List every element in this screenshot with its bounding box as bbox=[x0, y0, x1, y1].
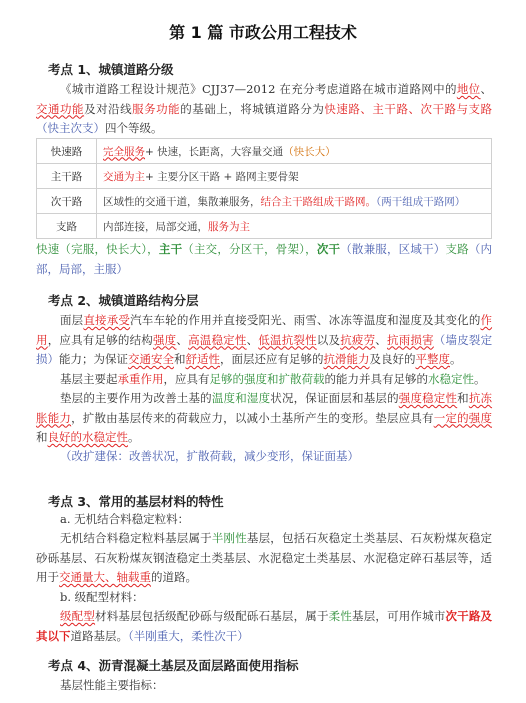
highlight: 良好的水稳定性 bbox=[47, 430, 128, 444]
highlight: 交通功能 bbox=[36, 101, 85, 116]
highlight: 抗雨损害 bbox=[387, 332, 434, 347]
text: 的基础上，将城镇道路分为 bbox=[180, 101, 325, 116]
section-3-item-a: a. 无机结合料稳定粒料： bbox=[60, 512, 190, 526]
text: 、 bbox=[176, 332, 189, 347]
highlight: 作用 bbox=[36, 313, 493, 347]
text: 面层 bbox=[60, 313, 84, 327]
highlight: 半刚性 bbox=[211, 531, 247, 545]
section-3-paragraph-2 bbox=[36, 607, 492, 646]
section-1-heading: 考点 1、城镇道路分级 bbox=[48, 62, 174, 77]
section-1-paragraph bbox=[36, 80, 492, 139]
text: 。 bbox=[128, 430, 140, 444]
highlight: 服务为主 bbox=[208, 220, 250, 233]
highlight: 抗滑能力 bbox=[323, 352, 370, 366]
note: （改扩建保：改善状况，扩散荷载，减少变形，保证面基） bbox=[60, 449, 359, 463]
table-value bbox=[97, 214, 492, 239]
text: 及良好的 bbox=[369, 352, 416, 366]
highlight: 温度和湿度 bbox=[211, 391, 271, 405]
highlight: 平整度 bbox=[415, 352, 450, 366]
table-key: 主干路 bbox=[37, 164, 97, 189]
text: 垫层的主要作用为改善土基的 bbox=[60, 391, 212, 405]
table-key: 支路 bbox=[37, 214, 97, 239]
highlight: 完全服务 bbox=[103, 145, 145, 158]
highlight: 抗冻胀能力 bbox=[36, 391, 493, 425]
table-value bbox=[97, 164, 492, 189]
road-class-table bbox=[36, 138, 492, 239]
text: 基层性能主要指标： bbox=[60, 678, 164, 692]
highlight: 直接承受 bbox=[83, 313, 131, 327]
section-3-paragraph-1 bbox=[36, 529, 492, 588]
text: 及对沿线 bbox=[84, 101, 133, 116]
section-3-heading: 考点 3、常用的基层材料的特性 bbox=[48, 494, 224, 509]
text: ，应具有足够的结构 bbox=[47, 332, 153, 347]
text: 的能力并具有足够的 bbox=[324, 372, 428, 386]
text: + 主要分区干路 + 路网主要骨架 bbox=[145, 170, 299, 183]
text: 。 bbox=[450, 352, 462, 366]
highlight: 强度稳定性 bbox=[398, 391, 458, 405]
highlight: 足够的强度和扩散荷载 bbox=[209, 372, 325, 386]
text: 、 bbox=[480, 82, 493, 96]
highlight: 抗疲劳 bbox=[340, 332, 376, 347]
highlight: 级配型 bbox=[60, 609, 96, 623]
text: 道路基层。 bbox=[70, 628, 128, 643]
note: （快长大） bbox=[283, 145, 336, 158]
highlight: 快速路、主干路、次干路与支路 bbox=[324, 101, 493, 116]
text: 的道路。 bbox=[151, 570, 197, 584]
text: （主交，分区干，骨架）， bbox=[182, 242, 317, 256]
text: 状况，保证面层和基层的 bbox=[270, 391, 399, 405]
highlight: 高温稳定性 bbox=[188, 332, 247, 347]
table-value bbox=[97, 139, 492, 164]
section-2-paragraph-3 bbox=[36, 389, 492, 448]
section-4-paragraph bbox=[36, 676, 492, 696]
text: 基层，包括石灰稳定土类基层、石灰粉煤灰稳定砂砾基层、石灰粉煤灰钢渣稳定土类基层、水泥稳定土类基层、水泥稳定碎石基层等，适用于 bbox=[36, 531, 493, 584]
highlight: 地位 bbox=[456, 82, 481, 96]
highlight: 主干 bbox=[158, 242, 183, 256]
text: + 快速，长距离，大容量交通 bbox=[145, 145, 284, 158]
note: （两干组成干路网） bbox=[376, 195, 466, 208]
highlight: 支路 bbox=[445, 242, 469, 256]
text: 基层主要起 bbox=[60, 372, 118, 386]
text: 四个等级。 bbox=[105, 121, 163, 135]
text: ，扩散由基层传来的荷载应力，以减小土基所产生的变形。垫层应具有 bbox=[71, 410, 434, 425]
section-2-note bbox=[36, 447, 492, 467]
text: 和 bbox=[174, 352, 186, 366]
highlight: 低温抗裂性 bbox=[258, 332, 317, 347]
table-key: 次干路 bbox=[37, 189, 97, 214]
text: 和 bbox=[36, 430, 48, 444]
table-row bbox=[37, 189, 492, 214]
text: 无机结合料稳定粒料基层属于 bbox=[60, 531, 212, 545]
highlight: 舒适性 bbox=[185, 352, 220, 366]
text: 基层，可用作城市 bbox=[352, 609, 446, 623]
text: 。 bbox=[474, 372, 486, 386]
text: 、 bbox=[375, 332, 387, 347]
section-2-heading: 考点 2、城镇道路结构分层 bbox=[48, 293, 199, 308]
text: ，应具有 bbox=[163, 372, 210, 386]
highlight: 次干路及其以下 bbox=[36, 609, 493, 643]
text: 材料基层包括级配砂砾与级配砾石基层，属于 bbox=[95, 609, 329, 623]
highlight: 次干 bbox=[316, 242, 341, 256]
text: 和 bbox=[457, 391, 469, 405]
table-value bbox=[97, 189, 492, 214]
highlight: 水稳定性 bbox=[428, 372, 474, 386]
table-row bbox=[37, 164, 492, 189]
text: （内部，局部，主服） bbox=[36, 242, 493, 276]
highlight: 承重作用 bbox=[117, 372, 164, 386]
section-2-paragraph-1 bbox=[36, 311, 492, 370]
text: 《城市道路工程设计规范》CJJ37—2012 在充分考虑道路在城市道路网中的 bbox=[60, 82, 457, 96]
section-2-paragraph-2 bbox=[36, 370, 492, 390]
highlight: 交通为主 bbox=[103, 170, 145, 183]
section-1-summary bbox=[36, 240, 492, 279]
highlight: 交通量大、轴载重 bbox=[59, 570, 151, 584]
section-4-heading: 考点 4、沥青混凝土基层及面层路面使用指标 bbox=[48, 658, 299, 673]
text: 汽车车轮的作用并直接受阳光、雨雪、冰冻等温度和湿度及其变化的 bbox=[130, 313, 481, 327]
text: 快速（完服，快长大）， bbox=[36, 242, 159, 256]
text: （散兼服，区域干） bbox=[340, 242, 446, 256]
table-row bbox=[37, 214, 492, 239]
note: （快主次支） bbox=[36, 121, 105, 135]
text: 、 bbox=[246, 332, 259, 347]
note: （半刚重大，柔性次干） bbox=[128, 628, 249, 643]
highlight: 柔性 bbox=[328, 609, 353, 623]
text: 内部连接，局部交通， bbox=[103, 220, 208, 233]
note: （墙皮裂定损） bbox=[36, 332, 493, 366]
page-title: 第 1 篇 市政公用工程技术 bbox=[169, 23, 357, 42]
section-3-item-b: b. 级配型材料： bbox=[60, 590, 144, 604]
highlight: 一定的强度 bbox=[433, 410, 493, 425]
table-row bbox=[37, 139, 492, 164]
highlight: 强度 bbox=[152, 332, 177, 347]
text: 能力；为保证 bbox=[59, 352, 128, 366]
highlight: 服务功能 bbox=[132, 101, 181, 116]
highlight: 结合主干路组成干路网。 bbox=[260, 195, 376, 208]
text: ，面层还应有足够的 bbox=[220, 352, 324, 366]
highlight: 交通安全 bbox=[128, 352, 174, 366]
text: 区域性的交通干道，集散兼服务， bbox=[103, 195, 261, 208]
text: 以及 bbox=[316, 332, 341, 347]
table-key: 快速路 bbox=[37, 139, 97, 164]
